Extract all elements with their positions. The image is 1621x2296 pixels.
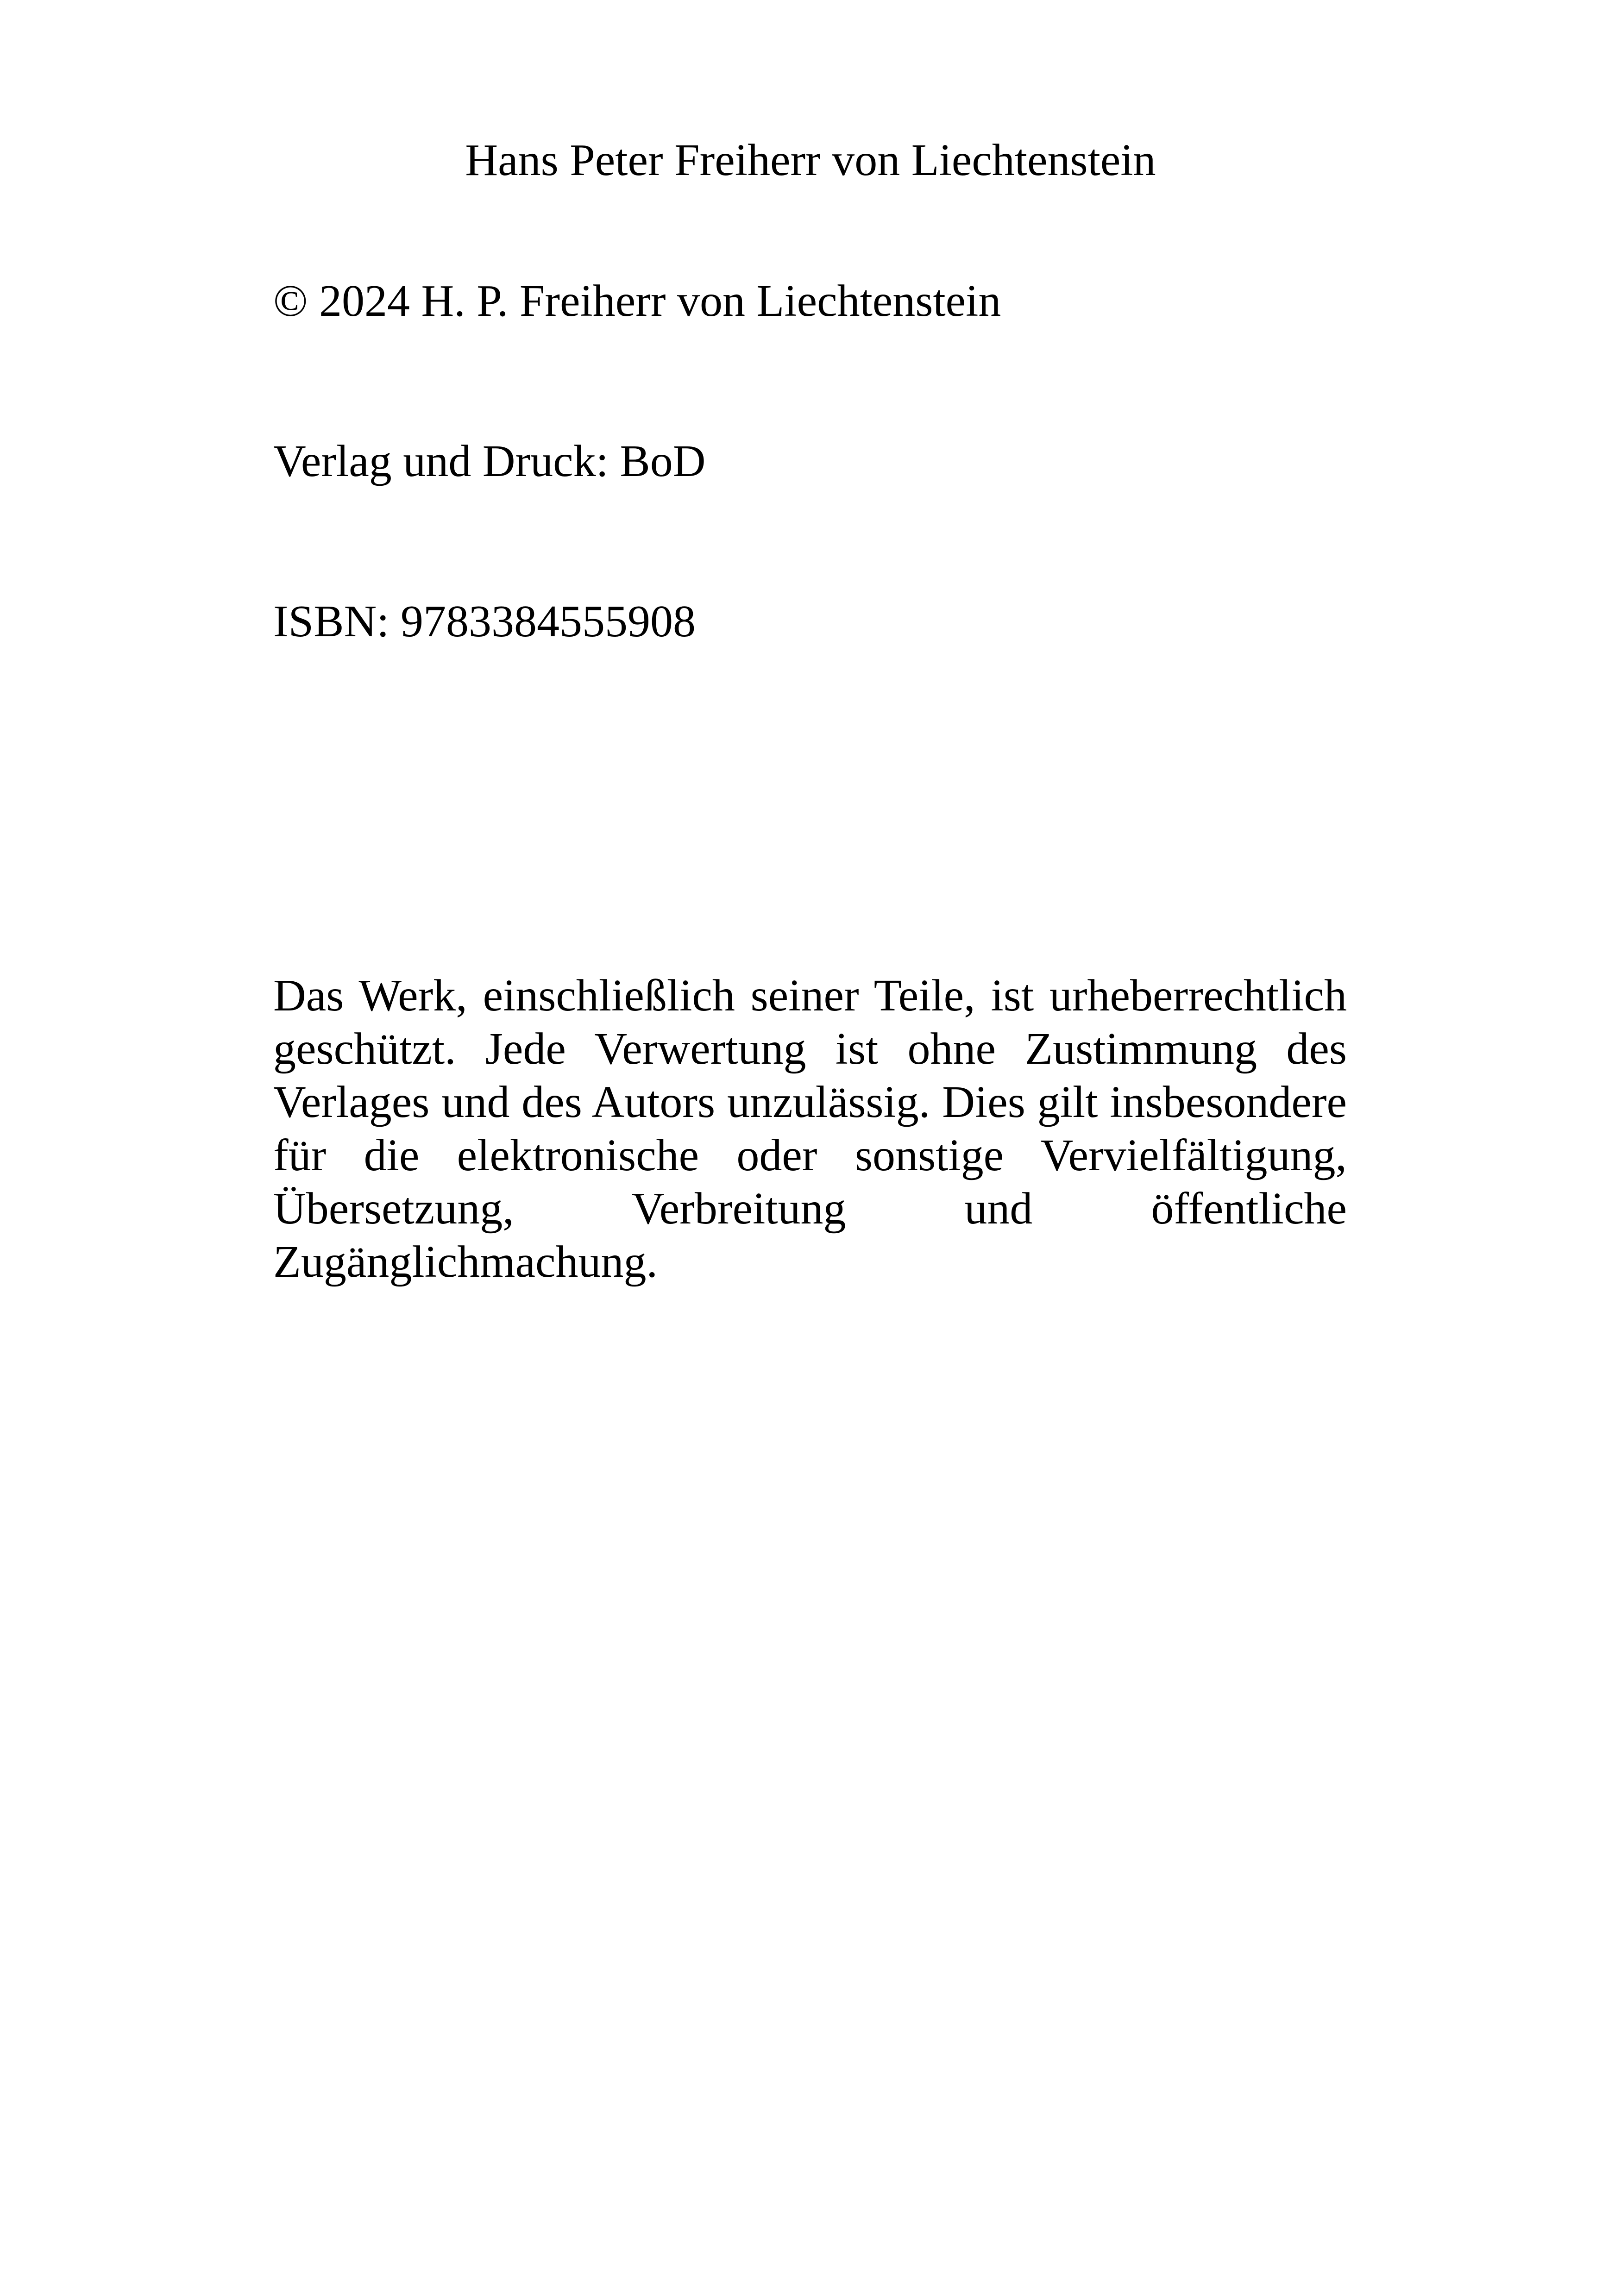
isbn-line: ISBN: 9783384555908 <box>273 596 696 646</box>
author-name: Hans Peter Freiherr von Liechtenstein <box>465 135 1156 185</box>
publisher-line: Verlag und Druck: BoD <box>273 436 706 486</box>
legal-notice-paragraph: Das Werk, einschließlich seiner Teile, ist urheberrechtlich geschützt. Jede Verwertung ist ohne Zustimmung des Verlages und des Autors unzulässig. Dies gilt insbesondere für die elektronische oder sonstige Vervielfältigung, Übersetzung, Verbreitung und öffentliche Zugänglichmachung. <box>273 971 1347 1287</box>
copyright-notice: © 2024 H. P. Freiherr von Liechtenstein <box>273 276 1001 326</box>
